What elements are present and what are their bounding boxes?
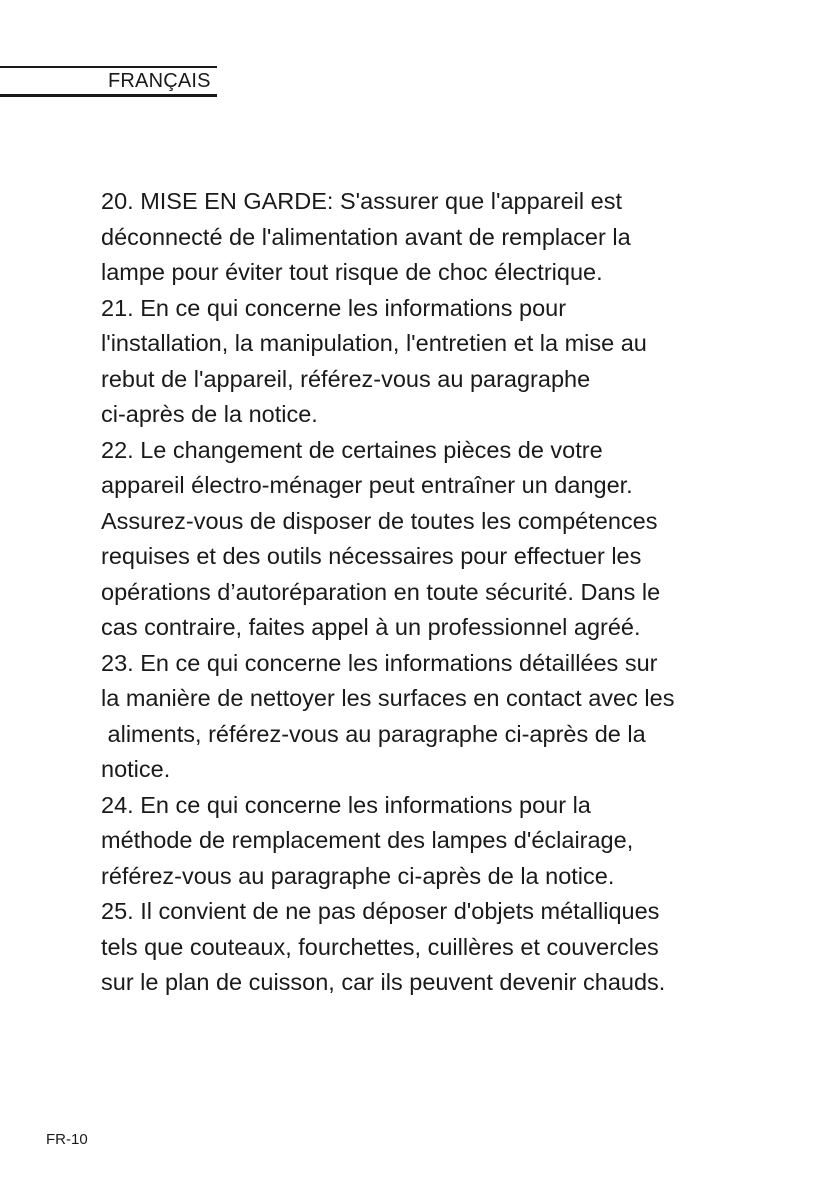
text-line: 21. En ce qui concerne les informations pour	[101, 294, 567, 321]
text-line: aliments, référez-vous au paragraphe ci-après de la	[101, 720, 646, 747]
language-label: FRANÇAIS	[108, 70, 211, 92]
text-line: rebut de l'appareil, référez-vous au paragraphe	[101, 365, 591, 392]
text-line: la manière de nettoyer les surfaces en contact avec les	[101, 685, 675, 711]
text-line: sur le plan de cuisson, car ils peuvent devenir chauds.	[101, 969, 666, 995]
page-number: FR-10	[46, 1131, 88, 1148]
text-line: Assurez-vous de disposer de toutes les compétences	[101, 507, 658, 534]
text-line: méthode de remplacement des lampes d'éclairage,	[101, 827, 634, 853]
text-line: appareil électro-ménager peut entraîner un danger.	[101, 472, 633, 498]
text-line: 22. Le changement de certaines pièces de votre	[101, 436, 603, 463]
text-line: tels que couteaux, fourchettes, cuillères et couvercles	[101, 933, 659, 960]
text-line: 25. Il convient de ne pas déposer d'objets métalliques	[101, 898, 660, 924]
text-line: 23. En ce qui concerne les informations détaillées sur	[101, 649, 658, 676]
text-line: lampe pour éviter tout risque de choc électrique.	[101, 259, 603, 285]
text-line: référez-vous au paragraphe ci-après de la notice.	[101, 862, 615, 889]
safety-instructions-text	[101, 184, 801, 1001]
text-line: cas contraire, faites appel à un professionnel agréé.	[101, 614, 641, 640]
text-line: 20. MISE EN GARDE: S'assurer que l'appareil est	[101, 188, 622, 214]
text-line: requises et des outils nécessaires pour effectuer les	[101, 543, 642, 569]
text-line: ci-après de la notice.	[101, 401, 318, 427]
text-line: 24. En ce qui concerne les informations pour la	[101, 791, 591, 818]
text-line: l'installation, la manipulation, l'entretien et la mise au	[101, 330, 647, 356]
language-header	[0, 66, 217, 97]
header-rule-bottom	[0, 94, 217, 97]
text-line: notice.	[101, 756, 171, 782]
text-line: opérations d’autoréparation en toute sécurité. Dans le	[101, 578, 661, 605]
text-line: déconnecté de l'alimentation avant de remplacer la	[101, 223, 631, 250]
